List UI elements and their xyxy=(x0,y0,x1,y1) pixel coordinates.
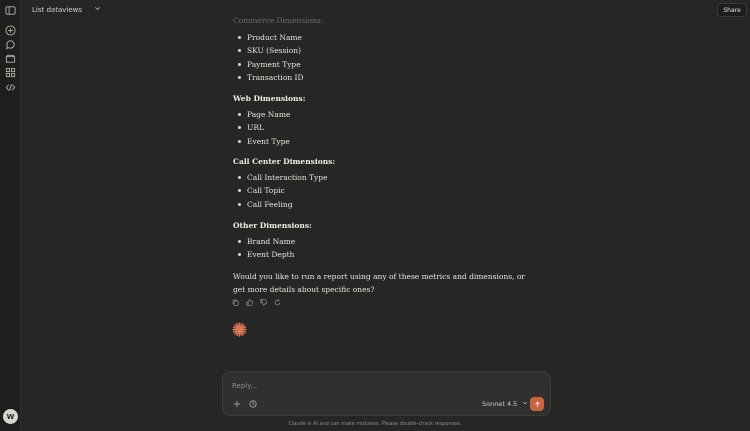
sidebar-toggle-icon[interactable] xyxy=(4,4,17,17)
sidebar xyxy=(0,0,21,431)
section-heading: Web Dimensions: xyxy=(233,94,306,103)
disclaimer: Claude is AI and can make mistakes. Please double-check responses. xyxy=(288,421,462,427)
list-item: Payment Type xyxy=(247,58,304,71)
dimension-list xyxy=(247,108,290,148)
section-heading: Commerce Dimensions: xyxy=(233,16,324,25)
list-item: Product Name xyxy=(247,31,304,44)
list-item: Call Interaction Type xyxy=(247,171,328,184)
projects-icon[interactable] xyxy=(4,52,17,65)
message-actions xyxy=(232,299,281,306)
list-item: Transaction ID xyxy=(247,71,304,84)
reply-input[interactable] xyxy=(232,382,482,390)
claude-spark-icon xyxy=(232,322,247,337)
share-button[interactable]: Share xyxy=(717,3,747,17)
list-item: SKU (Session) xyxy=(247,44,304,57)
list-item: Brand Name xyxy=(247,235,295,248)
composer xyxy=(222,371,551,416)
send-button[interactable] xyxy=(530,397,544,411)
chevron-down-icon xyxy=(522,400,528,408)
thumbs-up-icon[interactable] xyxy=(246,299,253,306)
list-item: Event Type xyxy=(247,135,290,148)
new-chat-icon[interactable] xyxy=(4,24,17,37)
dimension-list xyxy=(247,171,328,211)
dimension-list xyxy=(247,31,304,84)
model-selector[interactable] xyxy=(482,400,528,408)
list-item: URL xyxy=(247,121,290,134)
closing-paragraph: Would you like to run a report using any of these metrics and dimensions, or get more details about specific ones? xyxy=(233,272,525,295)
chevron-down-icon xyxy=(94,5,101,14)
chat-title: List dataviews xyxy=(32,5,82,14)
section-heading: Other Dimensions: xyxy=(233,221,312,230)
thumbs-down-icon[interactable] xyxy=(260,299,267,306)
list-item: Event Depth xyxy=(247,248,295,261)
top-bar xyxy=(21,0,750,20)
history-icon[interactable] xyxy=(248,399,258,409)
dimension-list xyxy=(247,235,295,262)
artifacts-icon[interactable] xyxy=(4,66,17,79)
list-item: Call Topic xyxy=(247,184,328,197)
list-item: Page Name xyxy=(247,108,290,121)
code-icon[interactable] xyxy=(4,81,17,94)
chat-title-menu[interactable] xyxy=(32,5,101,14)
list-item: Call Feeling xyxy=(247,198,328,211)
add-attachment-button[interactable] xyxy=(232,399,242,409)
copy-icon[interactable] xyxy=(232,299,239,306)
avatar[interactable]: W xyxy=(3,409,18,424)
section-heading: Call Center Dimensions: xyxy=(233,157,336,166)
chats-icon[interactable] xyxy=(4,38,17,51)
model-name: Sonnet 4.5 xyxy=(482,400,518,408)
retry-icon[interactable] xyxy=(274,299,281,306)
